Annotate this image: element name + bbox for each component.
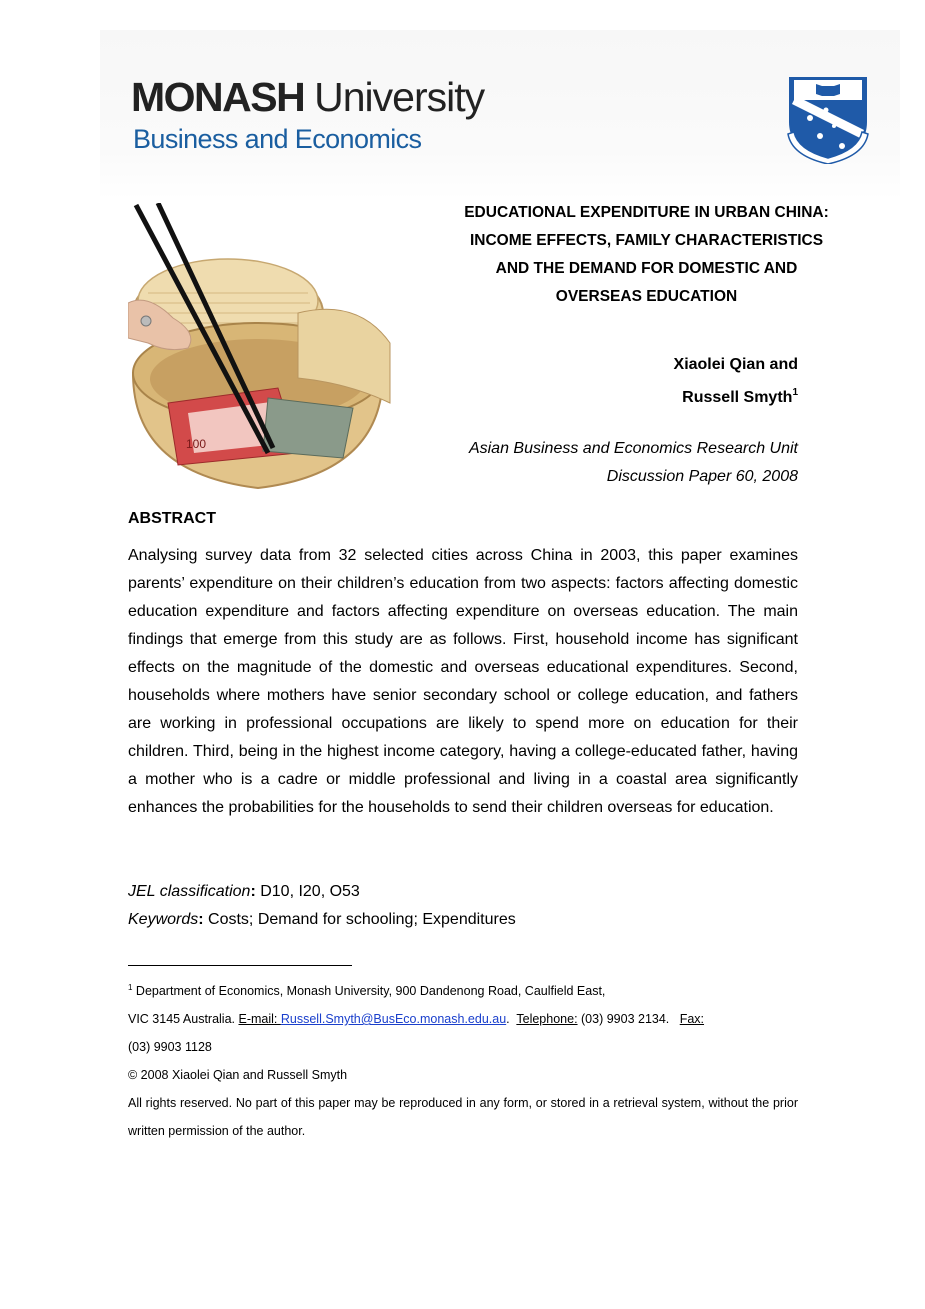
steamer-money-photo <box>128 203 394 495</box>
authors: Xiaolei Qian and Russell Smyth$^1$ <box>673 356 798 406</box>
title-line: INCOME EFFECTS, FAMILY CHARACTERISTICS <box>469 232 824 249</box>
jel-classification: JEL classification: D10, I20, O53 <box>128 883 360 900</box>
abstract-text: Analysing survey data from 32 selected cities across China in 2003, this paper examines parents’ expenditure on their children’s education from two aspects: factors affecting domestic education expenditure and factors affecting expenditure on overseas education. The main findings that emerge from this study are as follows. First, household income has significant effects on the magnitude of the domestic and overseas educational expenditures. Second, households where mothers have senior secondary school or college education, and fathers are working in professional occupations are likely to spend more on education for their children. Third, being in the highest income category, having a college-educated father, having a mother who is a cadre or middle professional and living in a coastal area significantly enhances the probabilities for the households to send their children overseas for education. <box>128 547 798 816</box>
title-line: AND THE DEMAND FOR DOMESTIC AND <box>495 260 798 277</box>
footnote-divider <box>128 965 352 966</box>
paper-title <box>410 199 883 311</box>
monash-crest-icon <box>786 72 870 164</box>
affiliation: Asian Business and Economics Research Unit Discussion Paper 60, 2008 <box>468 440 798 485</box>
monash-logo-text: MONASH University <box>131 74 485 120</box>
footnote: $^1$ Department of Economics, Monash University, 900 Dandenong Road, Caulfield East, VIC 3145 Australia. E-mail: Russell.Smyth@BusEco.monash.edu.au. Telephone: (03) 9903 2134. Fax: (03) 9903 1128 © 2008 Xiaolei Qian and Russell Smyth All rights reserved. No part of this paper may be reproduced in any form, or stored in a retrieval system, without the prior written permission of the author. <box>128 974 798 1145</box>
rights-notice: All rights reserved. No part of this paper may be reproduced in any form, or stored in a retrieval system, without the prior written permission of the author. <box>128 1096 798 1138</box>
title-line: EDUCATIONAL EXPENDITURE IN URBAN CHINA: <box>464 204 829 221</box>
copyright: © 2008 Xiaolei Qian and Russell Smyth <box>128 1068 348 1082</box>
faculty-name: Business and Economics <box>133 124 422 154</box>
keywords: Keywords: Costs; Demand for schooling; Expenditures <box>128 911 516 928</box>
svg-text:100: 100 <box>186 437 207 451</box>
abstract-heading: ABSTRACT <box>128 510 216 527</box>
footnote-ref: 1 <box>792 387 798 398</box>
email-link[interactable]: Russell.Smyth@BusEco.monash.edu.au <box>280 1012 507 1026</box>
title-line: OVERSEAS EDUCATION <box>555 288 738 305</box>
